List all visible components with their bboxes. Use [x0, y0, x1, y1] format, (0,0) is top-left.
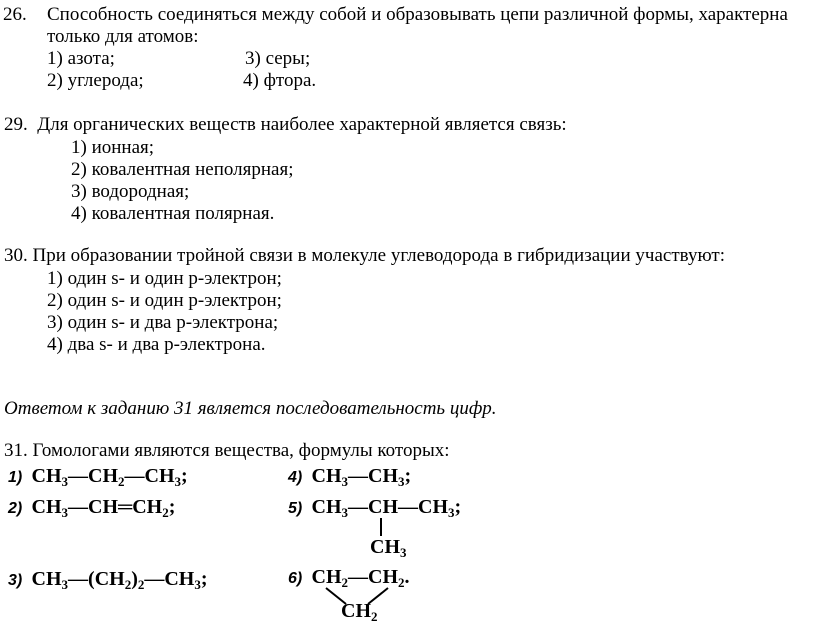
question-number: 31.: [4, 440, 28, 461]
question-30: [4, 245, 725, 267]
formula-number: 1): [8, 469, 23, 486]
formula-5: 5) $CH_3—CH—CH_3$;: [288, 496, 462, 520]
answer-note: Ответом к заданию 31 является последовательность цифр.: [4, 398, 497, 419]
option-2: 2) один s- и один p-электрон;: [47, 290, 282, 311]
option-2: 2) углерода;: [47, 70, 144, 91]
question-text-cont: только для атомов:: [47, 26, 199, 47]
question-number: 26.: [3, 4, 27, 25]
formula-2: 2) $CH_3—CH═CH_2$;: [8, 496, 176, 520]
question-text: Способность соединяться между собой и образовывать цепи различной формы, характерна: [47, 4, 788, 25]
formula-number: 6): [288, 570, 303, 587]
formula-number: 4): [288, 469, 303, 486]
formula-4: 4) $CH_3—CH_3$;: [288, 465, 412, 489]
formula-number: 2): [8, 500, 23, 517]
option-2: 2) ковалентная неполярная;: [71, 159, 294, 180]
question-26: [3, 4, 813, 48]
option-3: 3) один s- и два p-электрона;: [47, 312, 279, 333]
question-number: 30.: [4, 245, 28, 266]
question-29: [4, 114, 567, 136]
option-4: 4) фтора.: [243, 70, 317, 91]
question-31: [4, 440, 450, 462]
option-4: 4) два s- и два p-электрона.: [47, 334, 266, 355]
question-text: При образовании тройной связи в молекуле углеводорода в гибридизации участвуют:: [32, 245, 725, 266]
option-1: 1) один s- и один p-электрон;: [47, 268, 282, 289]
question-text: Гомологами являются вещества, формулы которых:: [32, 440, 450, 461]
option-4: 4) ковалентная полярная.: [71, 203, 275, 224]
formula-number: 5): [288, 500, 303, 517]
option-3: 3) водородная;: [71, 181, 190, 202]
question-number: 29.: [4, 114, 28, 135]
formula-3: 3) $CH_3—(CH_2)_2—CH_3$;: [8, 568, 208, 592]
question-text: Для органических веществ наиболее характерной является связь:: [37, 114, 567, 135]
formula-1: 1) $CH_3—CH_2—CH_3$;: [8, 465, 188, 489]
formula-number: 3): [8, 572, 23, 589]
formula-6: 6) $CH_2—CH_2$.: [288, 566, 410, 590]
option-1: 1) азота;: [47, 48, 115, 69]
ring-ch2: $CH_2$: [341, 600, 378, 624]
option-3: 3) серы;: [245, 48, 311, 69]
branch-bond: [380, 518, 382, 536]
branch-ch3: $CH_3$: [370, 536, 407, 560]
option-1: 1) ионная;: [71, 137, 155, 158]
